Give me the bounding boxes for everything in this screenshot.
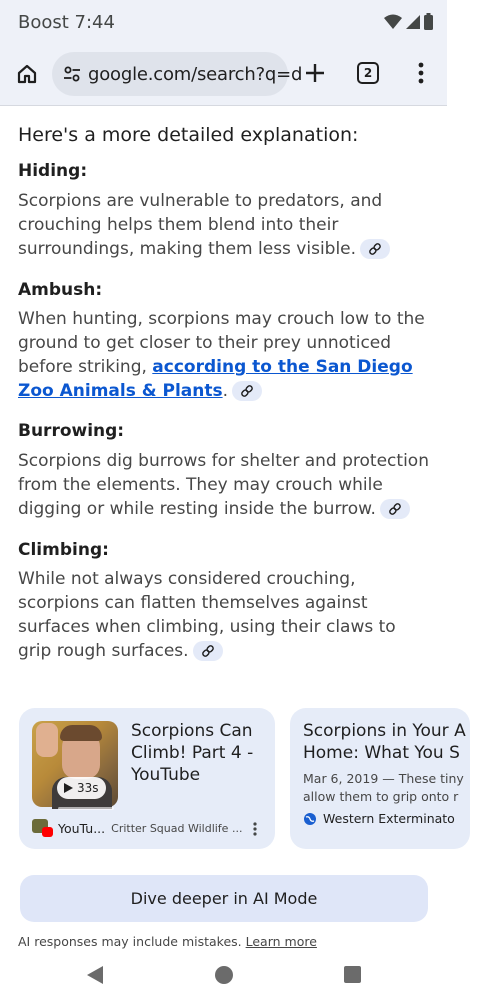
source-name: YouTu...: [58, 820, 106, 836]
link-chip[interactable]: [360, 239, 390, 259]
section-title-ambush: Ambush:: [18, 280, 103, 300]
article-title-line: Scorpions in Your A: [303, 721, 466, 741]
section-body-hiding: [18, 189, 433, 261]
plus-icon: [304, 62, 326, 84]
section-body-ambush: [18, 307, 433, 403]
status-icons: [384, 13, 433, 30]
section-title-climbing: Climbing:: [18, 540, 109, 560]
video-duration: 33s: [77, 781, 99, 795]
dive-deeper-button[interactable]: Dive deeper in AI Mode: [20, 875, 428, 922]
section-text: Scorpions are vulnerable to predators, and crouching helps them blend into their surroundings, making them less visible.: [18, 191, 383, 259]
article-source: [303, 811, 455, 826]
globe-icon: [303, 812, 317, 826]
article-snippet-line: Mar 6, 2019 — These tiny: [303, 771, 464, 786]
video-source: [32, 819, 242, 837]
video-card[interactable]: [19, 708, 275, 849]
video-progress: [58, 807, 114, 810]
browser-toolbar: [0, 44, 447, 106]
link-icon: [368, 242, 382, 256]
section-body-burrowing: [18, 449, 433, 521]
tabs-icon[interactable]: 2: [357, 62, 379, 84]
article-snippet: [303, 770, 503, 806]
status-bar: [0, 0, 447, 44]
home-circle-icon[interactable]: [214, 965, 234, 985]
link-icon: [240, 384, 254, 398]
back-icon[interactable]: [86, 965, 104, 985]
channel-name: Critter Squad Wildlife ...: [111, 821, 243, 835]
card-more-button[interactable]: [247, 820, 263, 838]
youtube-logo-icon: [32, 819, 52, 837]
link-icon: [388, 502, 402, 516]
home-button[interactable]: [12, 59, 42, 89]
page-heading: Here's a more detailed explanation:: [18, 124, 359, 146]
recents-icon[interactable]: [344, 966, 361, 983]
source-link[interactable]: according to the San Diego Zoo Animals & Plants: [18, 357, 413, 401]
link-icon: [201, 644, 215, 658]
battery-icon: [424, 13, 433, 30]
ai-disclaimer: [18, 934, 317, 949]
disclaimer-text: AI responses may include mistakes.: [18, 934, 242, 949]
article-card[interactable]: [290, 708, 470, 849]
status-carrier-time: Boost 7:44: [18, 12, 115, 33]
video-title[interactable]: Scorpions Can Climb! Part 4 - YouTube: [131, 721, 254, 785]
section-text: While not always considered crouching, scorpions can flatten themselves against surfaces when climbing, using their claws to grip rough surfaces.: [18, 569, 396, 661]
site-info-icon[interactable]: [62, 64, 82, 84]
home-icon: [15, 62, 39, 86]
more-menu-button[interactable]: [406, 58, 436, 88]
system-nav-bar: [0, 950, 447, 1000]
article-title-line: Home: What You S: [303, 743, 460, 763]
section-text: Scorpions dig burrows for shelter and protection from the elements. They may crouch while digging or while resting inside the burrow.: [18, 451, 429, 519]
signal-icon: [406, 14, 420, 30]
article-source-name: Western Exterminato: [323, 811, 455, 826]
section-title-hiding: Hiding:: [18, 161, 88, 181]
more-vert-icon: [253, 822, 257, 836]
wifi-icon: [384, 14, 402, 30]
url-bar[interactable]: [52, 52, 303, 96]
duration-badge: [57, 777, 106, 799]
play-icon: [64, 783, 73, 793]
link-chip[interactable]: [232, 381, 262, 401]
thumbnail-hair: [60, 725, 102, 741]
url-text[interactable]: google.com/search?q=d: [88, 63, 303, 85]
youtube-badge: [42, 827, 53, 837]
link-chip[interactable]: [380, 499, 410, 519]
article-snippet-line: allow them to grip onto r: [303, 789, 459, 804]
section-text: When hunting, scorpions may crouch low to the ground to get closer to their prey unnoticed before striking,: [18, 309, 425, 377]
video-thumbnail[interactable]: [32, 721, 118, 807]
more-vert-icon: [418, 62, 424, 84]
section-title-burrowing: Burrowing:: [18, 421, 125, 441]
new-tab-button[interactable]: [300, 58, 330, 88]
section-text-end: .: [222, 381, 228, 401]
thumbnail-hand: [36, 723, 58, 757]
section-body-climbing: [18, 567, 433, 663]
learn-more-link[interactable]: Learn more: [245, 934, 317, 949]
article-title[interactable]: [303, 720, 503, 764]
link-chip[interactable]: [193, 641, 223, 661]
